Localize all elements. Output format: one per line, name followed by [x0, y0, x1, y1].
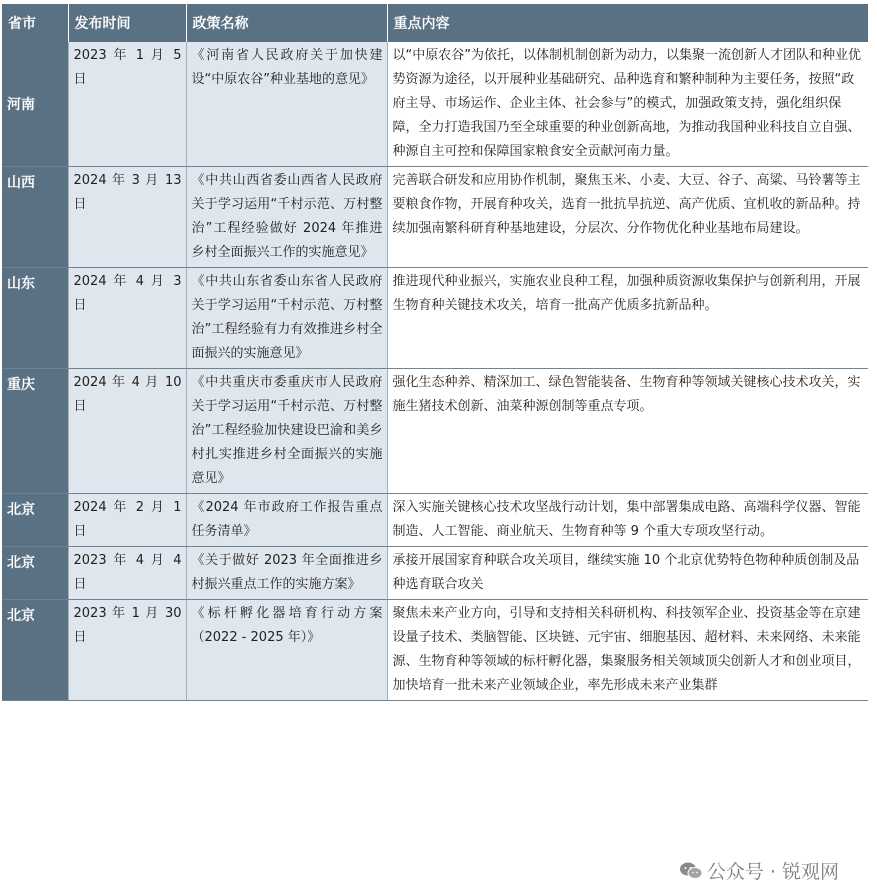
date-cell: 2024 年 2 月 1 日: [68, 494, 186, 547]
policy-name-cell: 《中共重庆市委重庆市人民政府关于学习运用“千村示范、万村整治”工程经验加快建设巴渝和美乡村扎实推进乡村全面振兴的实施意见》: [186, 369, 387, 494]
province-cell: 北京: [2, 494, 68, 547]
header-key-content: 重点内容: [387, 4, 868, 42]
policy-name-cell: 《河南省人民政府关于加快建设“中原农谷”种业基地的意见》: [186, 42, 387, 167]
date-cell: 2023 年 4 月 4 日: [68, 547, 186, 600]
table-header: [2, 4, 868, 42]
table-row: [2, 600, 868, 701]
province-cell: 北京: [2, 600, 68, 701]
province-cell: 山东: [2, 268, 68, 369]
header-row: [2, 4, 868, 42]
province-cell: 北京: [2, 547, 68, 600]
date-cell: 2024 年 3 月 13 日: [68, 167, 186, 268]
content-cell: 推进现代种业振兴，实施农业良种工程，加强种质资源收集保护与创新利用，开展生物育种关键技术攻关，培育一批高产优质多抗新品种。: [387, 268, 868, 369]
table-body: [2, 42, 868, 701]
table-row: [2, 547, 868, 600]
wechat-icon: [679, 861, 703, 881]
table-row: [2, 268, 868, 369]
province-cell: 河南: [2, 42, 68, 167]
province-cell: 山西: [2, 167, 68, 268]
header-policy-name: 政策名称: [186, 4, 387, 42]
table-row: [2, 369, 868, 494]
date-cell: 2023 年 1 月 5 日: [68, 42, 186, 167]
policy-name-cell: 《中共山东省委山东省人民政府关于学习运用“千村示范、万村整治”工程经验有力有效推进乡村全面振兴的实施意见》: [186, 268, 387, 369]
table-row: [2, 167, 868, 268]
policy-table: [2, 4, 868, 701]
content-cell: 深入实施关键核心技术攻坚战行动计划，集中部署集成电路、高端科学仪器、智能制造、人工智能、商业航天、生物育种等 9 个重大专项攻坚行动。: [387, 494, 868, 547]
content-cell: 完善联合研发和应用协作机制，聚焦玉米、小麦、大豆、谷子、高粱、马铃薯等主要粮食作物，开展育种攻关，选育一批抗旱抗逆、高产优质、宜机收的新品种。持续加强南繁科研育种基地建设，分层次、分作物优化种业基地布局建设。: [387, 167, 868, 268]
province-cell: 重庆: [2, 369, 68, 494]
content-cell: 聚焦未来产业方向，引导和支持相关科研机构、科技领军企业、投资基金等在京建设量子技术、类脑智能、区块链、元宇宙、细胞基因、超材料、未来网络、未来能源、生物育种等领域的标杆孵化器，集聚服务相关领域顶尖创新人才和创业项目，加快培育一批未来产业领域企业，率先形成未来产业集群: [387, 600, 868, 701]
policy-table-container: [2, 4, 868, 701]
content-cell: 强化生态种养、精深加工、绿色智能装备、生物育种等领域关键核心技术攻关，实施生猪技术创新、油菜种源创制等重点专项。: [387, 369, 868, 494]
date-cell: 2024 年 4 月 3 日: [68, 268, 186, 369]
table-row: [2, 494, 868, 547]
watermark: [679, 857, 839, 884]
policy-name-cell: 《2024 年市政府工作报告重点任务清单》: [186, 494, 387, 547]
table-row: [2, 42, 868, 167]
content-cell: 承接开展国家育种联合攻关项目，继续实施 10 个北京优势特色物种种质创制及品种选育联合攻关: [387, 547, 868, 600]
content-cell: 以“中原农谷”为依托，以体制机制创新为动力，以集聚一流创新人才团队和种业优势资源为途径，以开展种业基础研究、品种选育和繁种制种为主要任务，按照“政府主导、市场运作、企业主体、社会参与”的模式，加强政策支持，强化组织保障，全力打造我国乃至全球重要的种业创新高地，为推动我国种业科技自立自强、种源自主可控和保障国家粮食安全贡献河南力量。: [387, 42, 868, 167]
policy-name-cell: 《标杆孵化器培育行动方案（2022 - 2025 年）》: [186, 600, 387, 701]
header-date: 发布时间: [68, 4, 186, 42]
watermark-text: 公众号 · 锐观网: [706, 861, 839, 883]
date-cell: 2023 年 1 月 30 日: [68, 600, 186, 701]
date-cell: 2024 年 4 月 10 日: [68, 369, 186, 494]
policy-name-cell: 《关于做好 2023 年全面推进乡村振兴重点工作的实施方案》: [186, 547, 387, 600]
header-province: 省市: [2, 4, 68, 42]
policy-name-cell: 《中共山西省委山西省人民政府关于学习运用“千村示范、万村整治”工程经验做好 2024 年推进乡村全面振兴工作的实施意见》: [186, 167, 387, 268]
